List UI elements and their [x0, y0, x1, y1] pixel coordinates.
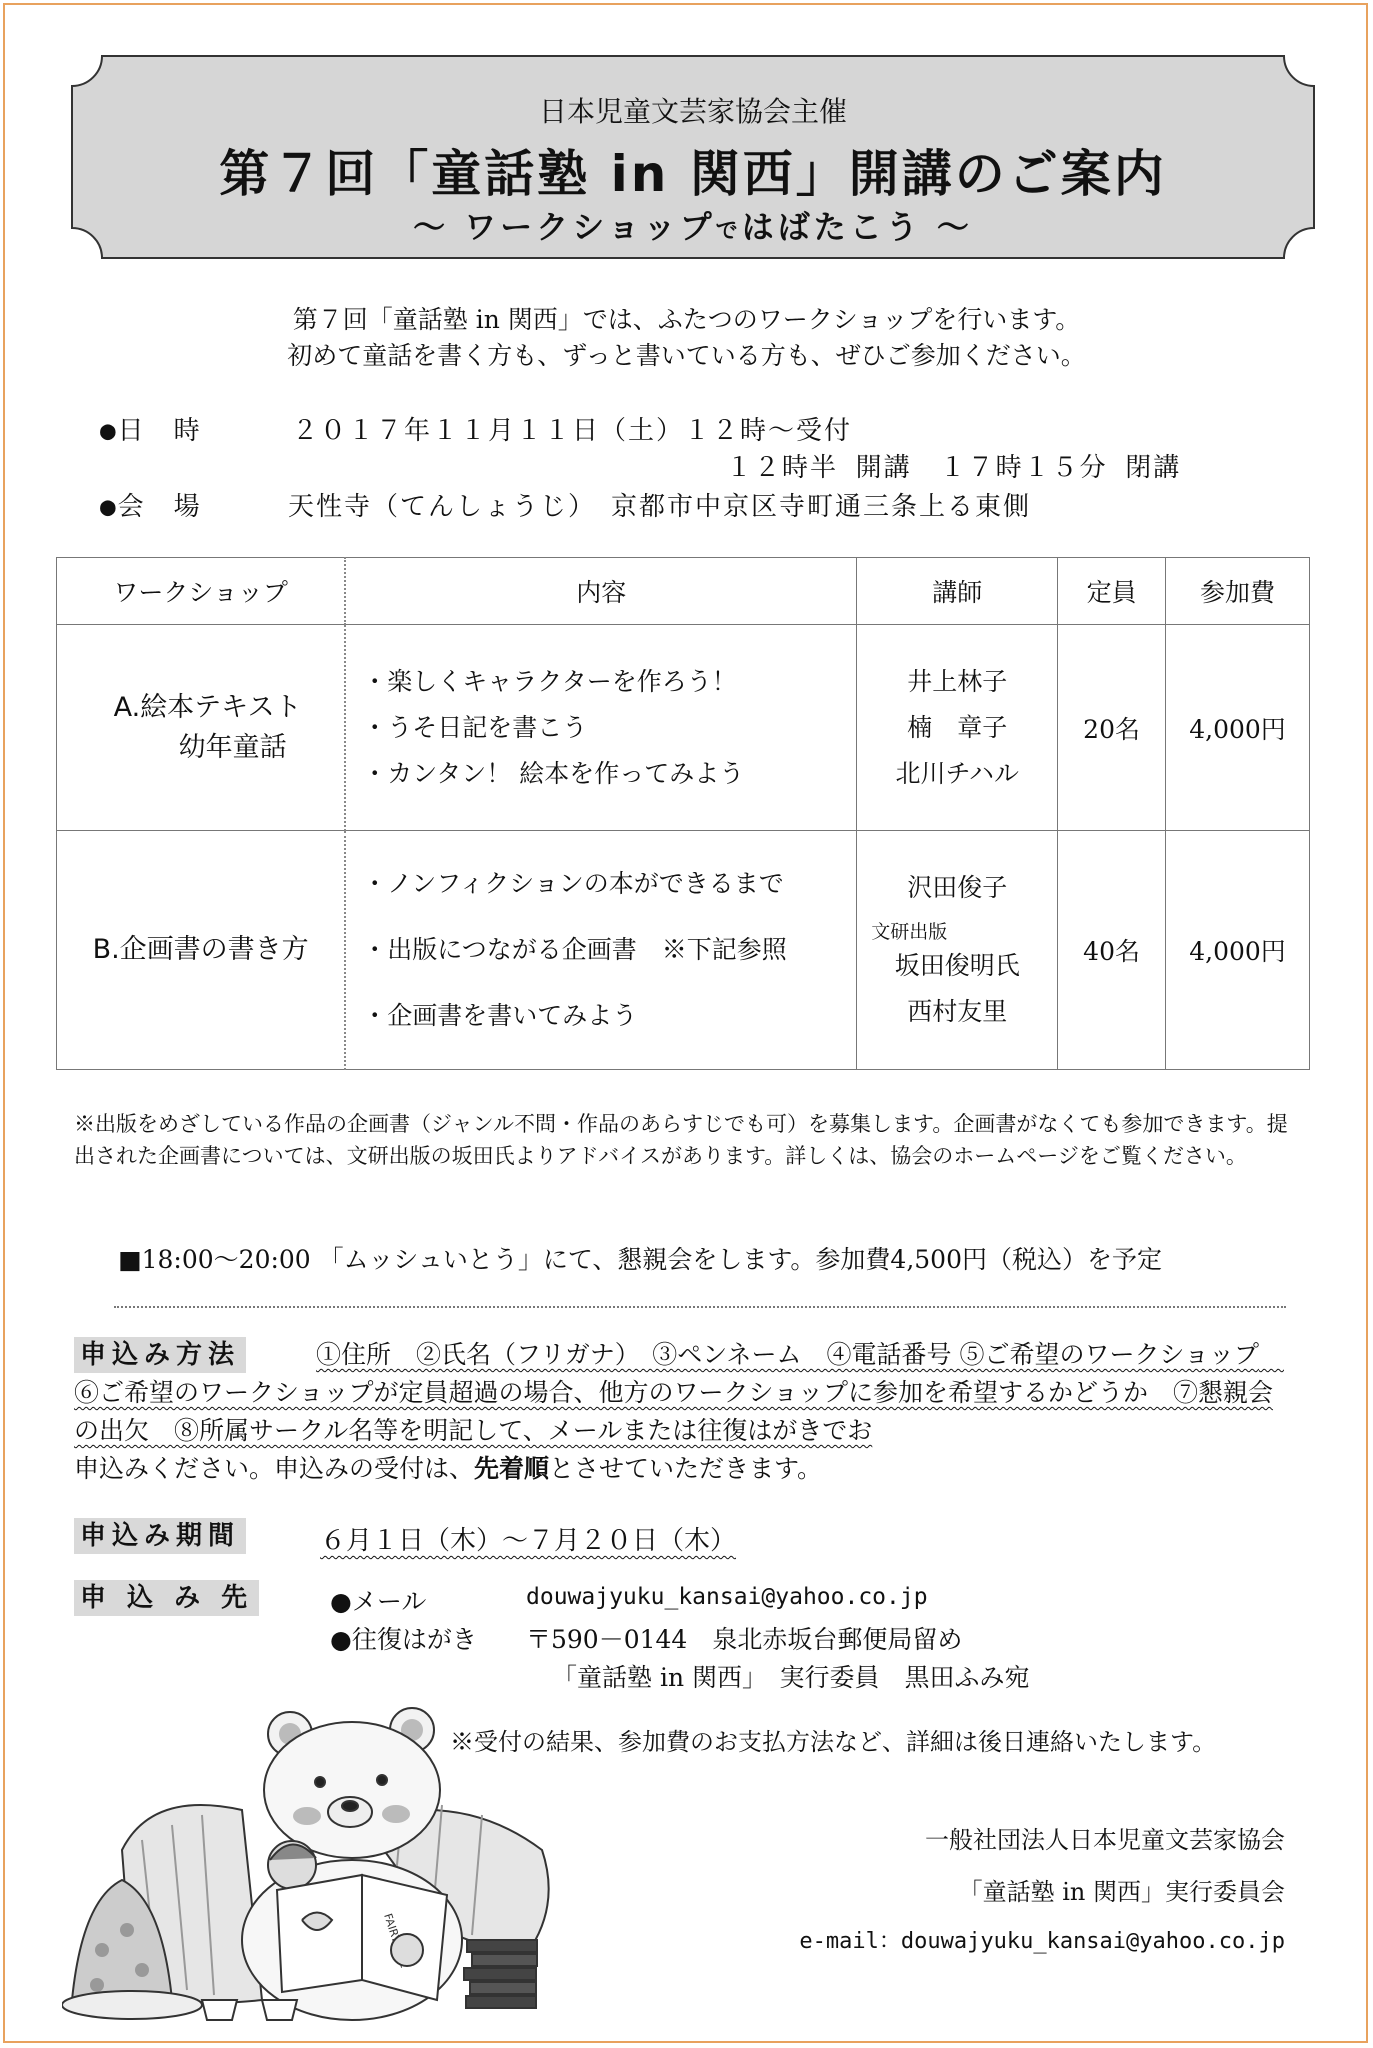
- footer-committee: 「童話塾 in 関西」実行委員会: [958, 1878, 1285, 1906]
- footer-org: 一般社団法人日本児童文芸家協会: [925, 1826, 1285, 1854]
- divider: [114, 1306, 1286, 1308]
- time-value: １２時半 開講 １７時１５分 閉講: [726, 453, 1182, 483]
- workshop-a-name: A.絵本テキスト 幼年童話: [57, 625, 346, 831]
- date-value: ２０１７年１１月１１日（土）１２時～受付: [292, 416, 853, 446]
- application-method: [74, 1336, 1286, 1488]
- destination-label: 申 込 み 先: [74, 1580, 259, 1616]
- date-label: ●日 時: [100, 416, 202, 446]
- workshop-b-name: B.企画書の書き方: [57, 831, 346, 1070]
- period-value: ６月１日（木）～７月２０日（木）: [320, 1526, 737, 1556]
- social-party-info: ■18:00～20:00 「ムッシュいとう」にて、懇親会をします。参加費4,500円（税込）を予定: [118, 1245, 1162, 1274]
- header-workshop: ワークショップ: [57, 558, 346, 625]
- postcard-recipient: 「童話塾 in 関西」 実行委員 黒田ふみ宛: [552, 1663, 1030, 1692]
- workshop-a-instructors: 井上林子 楠 章子 北川チハル: [857, 625, 1058, 831]
- method-tail-a: 申込みください。申込みの受付は、: [74, 1454, 475, 1483]
- intro-line-2: 初めて童話を書く方も、ずっと書いている方も、ぜひご参加ください。: [287, 341, 1086, 370]
- method-items: ①住所 ②氏名（フリガナ） ③ペンネーム ④電話番号 ⑤ご希望のワークショップ ⑥ご希望のワークショップが定員超過の場合、他方のワークショップに参加を希望するかどうか ⑦懇親会の出欠 ⑧所属サークル名等を明記して、メールまたは往復はがきでお: [74, 1340, 1284, 1445]
- method-first-come: 先着順: [474, 1454, 550, 1483]
- page-title: 第７回「童話塾 in 関西」開講のご案内: [219, 145, 1167, 203]
- workshop-a-capacity: 20名: [1058, 625, 1166, 831]
- header-fee: 参加費: [1166, 558, 1310, 625]
- organizer: 日本児童文芸家協会主催: [538, 95, 847, 128]
- header-banner: [68, 52, 1318, 262]
- workshop-table: [56, 557, 1310, 1070]
- method-label: 申込み方法: [74, 1337, 246, 1373]
- proposal-note: ※出版をめざしている作品の企画書（ジャンル不問・作品のあらすじでも可）を募集します。企画書がなくても参加できます。提出された企画書については、文研出版の坂田氏よりアドバイスがあります。詳しくは、協会のホームページをご覧ください。: [74, 1112, 1288, 1168]
- workshop-a-contents: ・楽しくキャラクターを作ろう！ ・うそ日記を書こう ・カンタン！ 絵本を作ってみよう: [345, 625, 857, 831]
- intro-line-1: 第７回「童話塾 in 関西」では、ふたつのワークショップを行います。: [292, 305, 1081, 334]
- header-instructor: 講師: [857, 558, 1058, 625]
- workshop-b-instructors: 沢田俊子 文研出版 坂田俊明氏 西村友里: [857, 831, 1058, 1070]
- header-content: 内容: [345, 558, 857, 625]
- workshop-a-fee: 4,000円: [1166, 625, 1310, 831]
- mail-label: ●メール: [330, 1587, 427, 1616]
- postcard-label: ●往復はがき: [330, 1625, 477, 1654]
- table-row: [57, 831, 1310, 1070]
- workshop-b-fee: 4,000円: [1166, 831, 1310, 1070]
- subtitle: ～ ワークショップではばたこう ～: [413, 208, 973, 246]
- method-tail-b: とさせていただきます。: [549, 1454, 823, 1483]
- footer-email[interactable]: e-mail：douwajyuku_kansai@yahoo.co.jp: [799, 1929, 1285, 1954]
- table-row: [57, 625, 1310, 831]
- venue-value: 天性寺（てんしょうじ） 京都市中京区寺町通三条上る東側: [288, 492, 1032, 522]
- result-notice: ※受付の結果、参加費のお支払方法など、詳細は後日連絡いたします。: [450, 1728, 1217, 1756]
- venue-label: ●会 場: [100, 492, 202, 522]
- mail-address[interactable]: douwajyuku_kansai@yahoo.co.jp: [526, 1584, 928, 1610]
- workshop-b-contents: ・ノンフィクションの本ができるまで ・出版につながる企画書 ※下記参照 ・企画書を書いてみよう: [345, 831, 857, 1070]
- period-label: 申込み期間: [74, 1518, 246, 1554]
- header-capacity: 定員: [1058, 558, 1166, 625]
- postcard-address: 〒590－0144 泉北赤坂台郵便局留め: [526, 1625, 963, 1654]
- workshop-b-capacity: 40名: [1058, 831, 1166, 1070]
- table-header-row: [57, 558, 1310, 625]
